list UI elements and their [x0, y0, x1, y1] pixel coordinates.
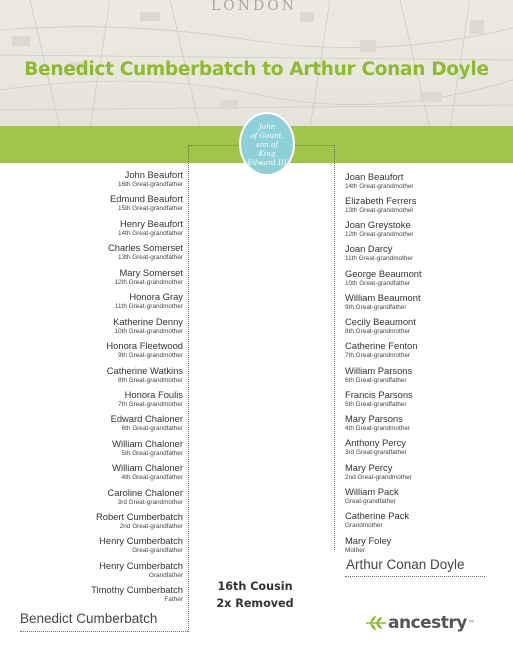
person-relation: 8th Great-grandmother	[117, 377, 183, 384]
person-name: William Beaumont	[345, 292, 421, 303]
person-relation: 11th Great-grandmother	[114, 303, 183, 310]
lineage-entry	[345, 535, 391, 555]
person-name: John Beaufort	[124, 169, 183, 180]
person-name: William Pack	[345, 486, 399, 497]
person-name: Honora Gray	[129, 291, 183, 302]
lineage-entry	[113, 316, 183, 336]
lineage-entry	[345, 486, 399, 506]
leaf-icon	[364, 613, 388, 633]
person-name: Joan Darcy	[345, 243, 393, 254]
right-final-underline	[345, 576, 485, 577]
lineage-entry	[111, 413, 183, 433]
person-name: Timothy Cumberbatch	[91, 584, 183, 595]
lineage-entry	[345, 389, 413, 409]
lineage-entry	[91, 584, 183, 604]
lineage-entry	[107, 487, 183, 507]
person-relation: 3rd Great-grandmother	[117, 499, 183, 506]
person-relation: 6th Great-grandfather	[345, 377, 407, 384]
lineage-entry	[345, 437, 407, 457]
person-name: Francis Parsons	[345, 389, 413, 400]
person-name: Katherine Denny	[113, 316, 183, 327]
person-name: Mary Foley	[345, 535, 392, 546]
person-name: William Chaloner	[112, 462, 183, 473]
person-name: Elizabeth Ferrers	[345, 195, 417, 206]
lineage-entry	[110, 193, 183, 213]
person-name: Catherine Watkins	[106, 365, 183, 376]
ancestor-line: Edward III	[247, 157, 287, 167]
person-relation: Mother	[345, 547, 365, 554]
relationship-label	[195, 578, 315, 612]
person-name: Henry Beaufort	[119, 218, 183, 229]
lineage-entry	[345, 219, 414, 239]
relationship-line: 16th Cousin	[217, 580, 293, 593]
lineage-entry	[112, 438, 183, 458]
person-relation: 9th Great-grandfather	[345, 304, 407, 311]
person-relation: Great-grandfather	[345, 498, 396, 505]
lineage-entry	[345, 316, 416, 336]
lineage-entry	[99, 535, 183, 555]
person-relation: 16th Great-grandfather	[117, 181, 183, 188]
person-name: Honora Foulis	[124, 389, 183, 400]
person-relation: 2nd Great-grandfather	[119, 523, 183, 530]
left-top-connector	[188, 145, 240, 146]
lineage-entry	[345, 413, 410, 433]
person-relation: 10th Great-grandmother	[114, 328, 183, 335]
lineage-entry	[99, 560, 183, 580]
person-name: Mary Somerset	[119, 267, 183, 278]
person-relation: Father	[164, 596, 183, 603]
person-relation: 5th Great-grandfather	[121, 450, 183, 457]
logo-text: ancestry	[388, 613, 467, 633]
lineage-entry	[345, 462, 412, 482]
person-relation: 2nd Great-grandmother	[345, 474, 412, 481]
left-final-person: Benedict Cumberbatch	[20, 611, 158, 626]
ancestor-line: King	[258, 148, 276, 158]
lineage-entry	[115, 291, 183, 311]
person-relation: 14th Great-grandfather	[117, 230, 183, 237]
lineage-entry	[112, 462, 183, 482]
common-ancestor-badge	[239, 112, 295, 176]
person-name: Henry Cumberbatch	[99, 535, 183, 546]
person-relation: 8th Great-grandmother	[345, 328, 411, 335]
lineage-entry	[118, 218, 183, 238]
right-top-connector	[294, 145, 334, 146]
lineage-entry	[345, 365, 412, 385]
person-name: Cecily Beaumont	[345, 316, 416, 327]
lineage-entry	[345, 268, 422, 288]
person-name: Honora Fleetwood	[106, 340, 183, 351]
ancestor-line: John	[258, 121, 276, 131]
person-relation: Grandmother	[345, 522, 383, 529]
person-relation: 7th Great-grandmother	[117, 401, 183, 408]
right-connector	[334, 145, 335, 550]
lineage-entry	[345, 510, 409, 530]
right-final-person: Arthur Conan Doyle	[346, 557, 465, 572]
person-name: Joan Beaufort	[345, 171, 404, 182]
lineage-entry	[345, 292, 421, 312]
person-relation: 11th Great-grandmother	[345, 255, 414, 262]
lineage-entry	[96, 511, 183, 531]
person-relation: 7th Great-grandmother	[345, 352, 411, 359]
ancestor-line: of Gaunt,	[250, 130, 284, 140]
person-name: Joan Greystoke	[345, 219, 411, 230]
left-final-underline	[20, 631, 188, 632]
person-name: Caroline Chaloner	[107, 487, 183, 498]
person-name: William Parsons	[345, 365, 413, 376]
person-relation: Great-grandfather	[132, 547, 183, 554]
person-name: Anthony Percy	[345, 437, 406, 448]
lineage-entry	[345, 195, 416, 215]
lineage-entry	[345, 243, 413, 263]
lineage-entry	[114, 267, 183, 287]
relationship-line: 2x Removed	[216, 597, 294, 610]
left-connector	[188, 145, 189, 632]
map-label: LONDON	[211, 0, 297, 14]
person-relation: 9th Great-grandmother	[117, 352, 183, 359]
person-relation: 13th Great-grandmother	[345, 207, 414, 214]
person-name: Catherine Pack	[345, 510, 410, 521]
person-relation: Grandfather	[148, 572, 183, 579]
person-relation: 3rd Great-grandfather	[345, 449, 407, 456]
person-relation: 14th Great-grandmother	[345, 183, 414, 190]
person-relation: 15th Great-grandfather	[117, 205, 183, 212]
person-relation: 12th Great-grandmother	[114, 279, 183, 286]
ancestry-logo	[364, 612, 474, 634]
lineage-entry	[345, 171, 414, 191]
person-name: Mary Parsons	[345, 413, 403, 424]
person-relation: 10th Great-grandfather	[345, 280, 411, 287]
person-name: Edward Chaloner	[110, 413, 183, 424]
person-name: Robert Cumberbatch	[95, 511, 183, 522]
person-relation: 4th Great-grandmother	[345, 425, 411, 432]
lineage-entry	[118, 169, 183, 189]
lineage-entry	[118, 389, 183, 409]
person-name: Henry Cumberbatch	[99, 560, 183, 571]
person-name: Catherine Fenton	[345, 340, 418, 351]
trademark: ™	[467, 620, 474, 626]
person-relation: 5th Great-grandfather	[345, 401, 407, 408]
person-relation: 12th Great-grandmother	[345, 231, 414, 238]
lineage-entry	[345, 340, 417, 360]
person-name: William Chaloner	[112, 438, 183, 449]
person-name: George Beaumont	[345, 268, 422, 279]
person-name: Edmund Beaufort	[110, 193, 183, 204]
page-title: Benedict Cumberbatch to Arthur Conan Doyle	[24, 59, 489, 80]
person-relation: 6th Great-grandfather	[121, 425, 183, 432]
lineage-entry	[106, 340, 183, 360]
person-name: Charles Somerset	[107, 242, 183, 253]
ancestor-line: son of	[256, 139, 278, 149]
person-name: Mary Percy	[345, 462, 393, 473]
person-relation: 4th Great-grandfather	[121, 474, 183, 481]
person-relation: 13th Great-grandfather	[117, 254, 183, 261]
lineage-entry	[108, 242, 183, 262]
lineage-entry	[107, 365, 183, 385]
